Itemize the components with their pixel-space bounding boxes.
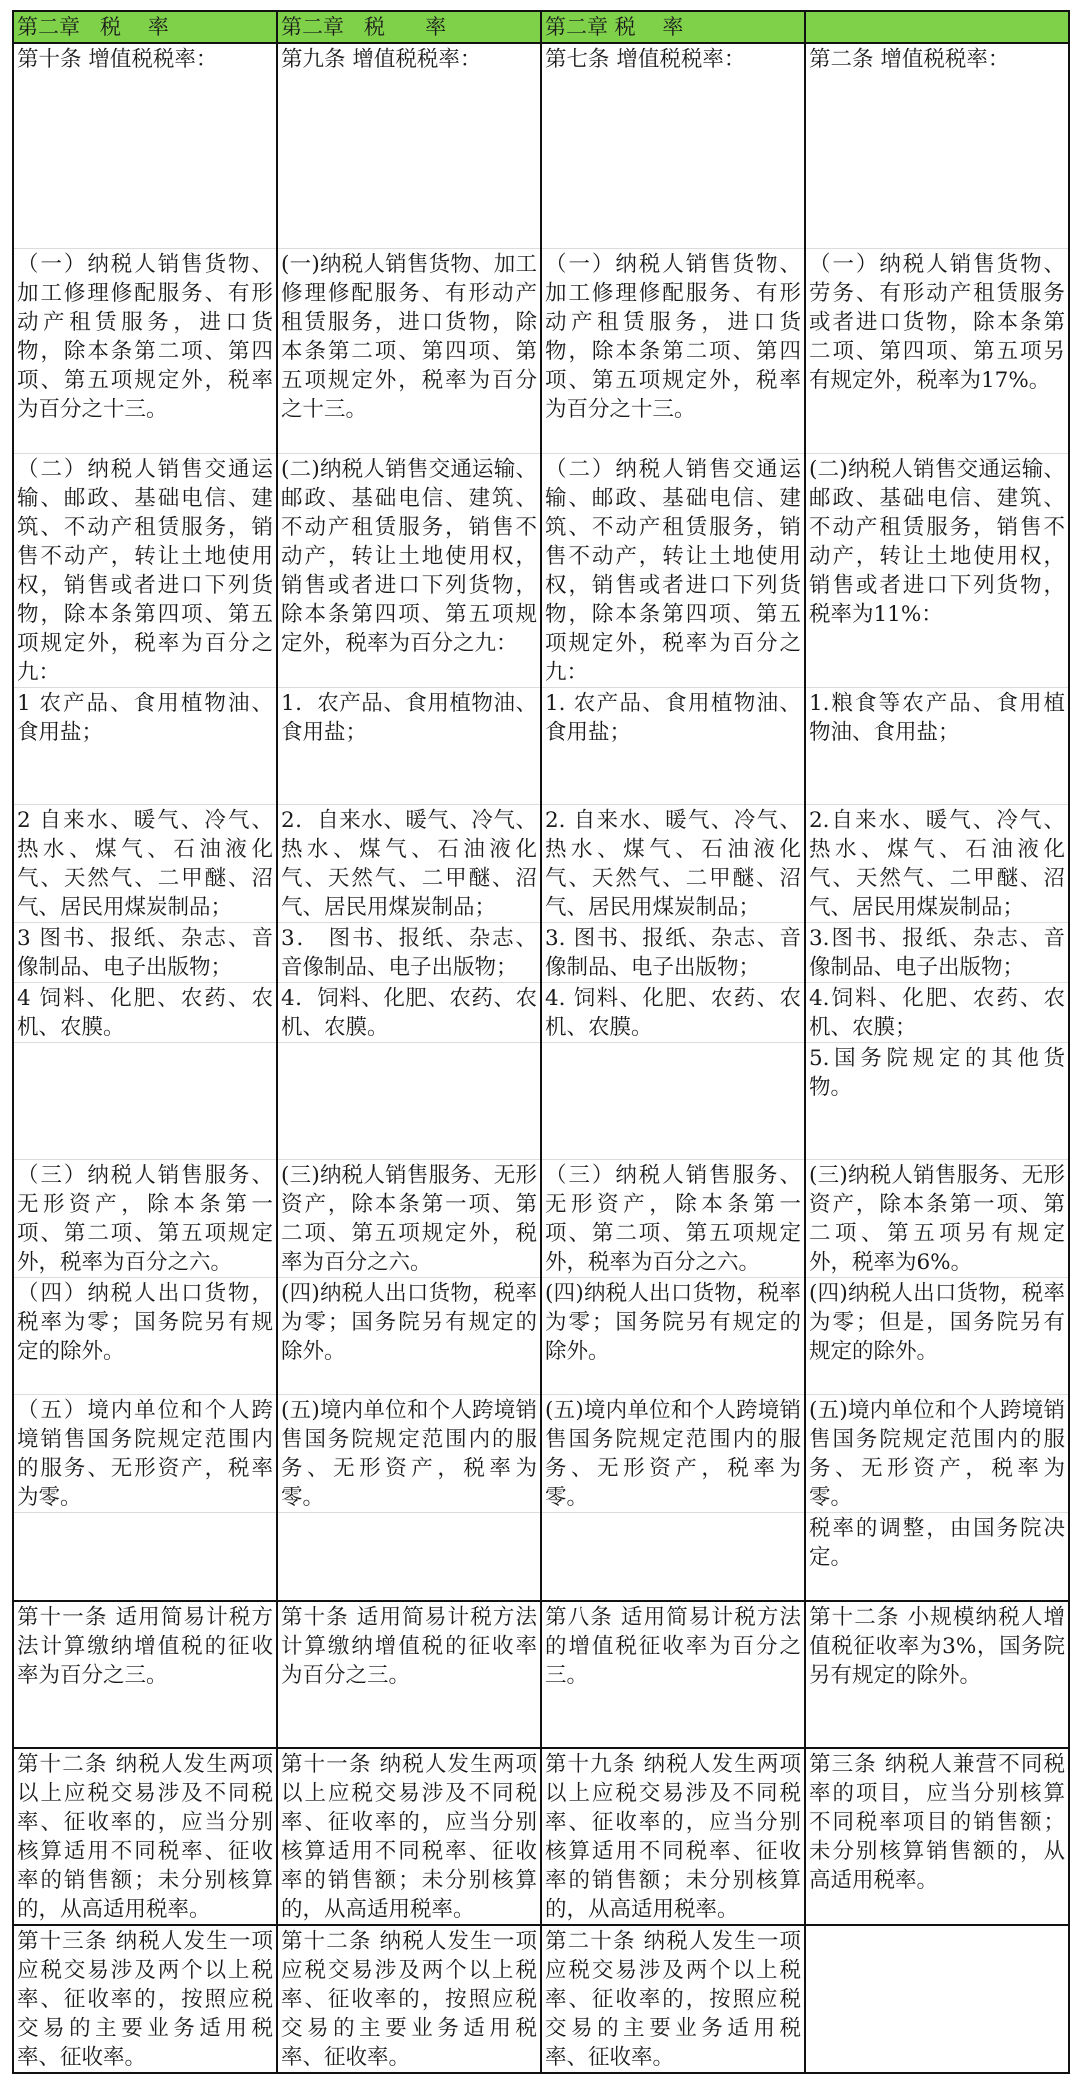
table-row [13, 1925, 1069, 2073]
table-cell: （五）境内单位和个人跨境销售国务院规定范围内的服务、无形资产，税率为零。 [13, 1395, 277, 1513]
table-cell: 3． 图书、报纸、杂志、音像制品、电子出版物； [277, 923, 541, 983]
table-cell: 4 饲料、化肥、农药、农机、农膜。 [13, 983, 277, 1043]
table-cell: (四)纳税人出口货物，税率为零；国务院另有规定的除外。 [541, 1278, 805, 1395]
table-cell [13, 1513, 277, 1602]
table-row [13, 1601, 1069, 1748]
table-cell: 3.图书、报纸、杂志、音像制品、电子出版物； [805, 923, 1069, 983]
comparison-document [12, 10, 1070, 2074]
table-cell: 第七条 增值税税率： [541, 43, 805, 249]
table-row [13, 1748, 1069, 1925]
table-cell: 1. 农产品、食用植物油、食用盐； [541, 688, 805, 805]
table-cell: 第三条 纳税人兼营不同税率的项目，应当分别核算不同税率项目的销售额；未分别核算销售额的，从高适用税率。 [805, 1748, 1069, 1925]
table-cell: 4. 饲料、化肥、农药、农机、农膜。 [541, 983, 805, 1043]
table-cell: 第九条 增值税税率： [277, 43, 541, 249]
table-cell: （一）纳税人销售货物、加工修理修配服务、有形动产租赁服务，进口货物，除本条第二项、第四项、第五项规定外，税率为百分之十三。 [541, 249, 805, 454]
table-cell: (五)境内单位和个人跨境销售国务院规定范围内的服务、无形资产，税率为零。 [805, 1395, 1069, 1513]
table-cell: (五)境内单位和个人跨境销售国务院规定范围内的服务、无形资产，税率为零。 [541, 1395, 805, 1513]
table-cell: 2.自来水、暖气、冷气、热水、煤气、石油液化气、天然气、二甲醚、沼气、居民用煤炭制品； [805, 805, 1069, 923]
table-cell: （四）纳税人出口货物，税率为零；国务院另有规定的除外。 [13, 1278, 277, 1395]
table-cell: (四)纳税人出口货物，税率为零；但是，国务院另有规定的除外。 [805, 1278, 1069, 1395]
column-header: 第二章 税 率 [541, 11, 805, 43]
table-cell: 4．饲料、化肥、农药、农机、农膜。 [277, 983, 541, 1043]
table-cell: 第十条 适用简易计税方法计算缴纳增值税的征收率为百分之三。 [277, 1601, 541, 1748]
vat-rate-comparison-table [12, 10, 1070, 2074]
table-cell [277, 1513, 541, 1602]
table-cell [277, 1043, 541, 1160]
table-cell [13, 1043, 277, 1160]
table-cell: 2 自来水、暖气、冷气、热水、煤气、石油液化气、天然气、二甲醚、沼气、居民用煤炭制品； [13, 805, 277, 923]
table-cell: （一）纳税人销售货物、加工修理修配服务、有形动产租赁服务，进口货物，除本条第二项、第四项、第五项规定外，税率为百分之十三。 [13, 249, 277, 454]
table-cell: (五)境内单位和个人跨境销售国务院规定范围内的服务、无形资产，税率为零。 [277, 1395, 541, 1513]
table-cell: 第十九条 纳税人发生两项以上应税交易涉及不同税率、征收率的，应当分别核算适用不同税率、征收率的销售额；未分别核算的，从高适用税率。 [541, 1748, 805, 1925]
table-cell: 2. 自来水、暖气、冷气、热水、煤气、石油液化气、天然气、二甲醚、沼气、居民用煤炭制品； [541, 805, 805, 923]
table-row [13, 688, 1069, 805]
table-cell: 第十一条 纳税人发生两项以上应税交易涉及不同税率、征收率的，应当分别核算适用不同税率、征收率的销售额；未分别核算的，从高适用税率。 [277, 1748, 541, 1925]
table-row [13, 1395, 1069, 1513]
table-cell: 2．自来水、暖气、冷气、热水、煤气、石油液化气、天然气、二甲醚、沼气、居民用煤炭制品； [277, 805, 541, 923]
table-row [13, 983, 1069, 1043]
header-row [13, 11, 1069, 43]
table-cell: 1．农产品、食用植物油、食用盐； [277, 688, 541, 805]
table-row [13, 1278, 1069, 1395]
table-cell: （一）纳税人销售货物、劳务、有形动产租赁服务或者进口货物，除本条第二项、第四项、第五项另有规定外，税率为17%。 [805, 249, 1069, 454]
table-row [13, 249, 1069, 454]
table-row [13, 923, 1069, 983]
column-header: 第二章 税 率 [277, 11, 541, 43]
table-cell: 税率的调整，由国务院决定。 [805, 1513, 1069, 1602]
table-cell: （二）纳税人销售交通运输、邮政、基础电信、建筑、不动产租赁服务，销售不动产，转让土地使用权，销售或者进口下列货物，除本条第四项、第五项规定外，税率为百分之九： [541, 454, 805, 688]
table-cell: (二)纳税人销售交通运输、邮政、基础电信、建筑、不动产租赁服务，销售不动产，转让土地使用权，销售或者进口下列货物，税率为11%： [805, 454, 1069, 688]
table-cell [541, 1043, 805, 1160]
table-cell: (四)纳税人出口货物，税率为零；国务院另有规定的除外。 [277, 1278, 541, 1395]
table-cell: (三)纳税人销售服务、无形资产，除本条第一项、第二项、第五项另有规定外，税率为6%。 [805, 1160, 1069, 1278]
table-cell: （三）纳税人销售服务、无形资产，除本条第一项、第二项、第五项规定外，税率为百分之六。 [541, 1160, 805, 1278]
table-cell: 1 农产品、食用植物油、食用盐； [13, 688, 277, 805]
table-cell: (一)纳税人销售货物、加工修理修配服务、有形动产租赁服务，进口货物，除本条第二项、第四项、第五项规定外，税率为百分之十三。 [277, 249, 541, 454]
table-cell: 3 图书、报纸、杂志、音像制品、电子出版物； [13, 923, 277, 983]
table-cell: 第十二条 纳税人发生两项以上应税交易涉及不同税率、征收率的，应当分别核算适用不同税率、征收率的销售额；未分别核算的，从高适用税率。 [13, 1748, 277, 1925]
table-cell: 第八条 适用简易计税方法的增值税征收率为百分之三。 [541, 1601, 805, 1748]
table-row [13, 43, 1069, 249]
table-cell: (二)纳税人销售交通运输、邮政、基础电信、建筑、不动产租赁服务，销售不动产，转让土地使用权，销售或者进口下列货物，除本条第四项、第五项规定外，税率为百分之九： [277, 454, 541, 688]
table-cell: 3. 图书、报纸、杂志、音像制品、电子出版物； [541, 923, 805, 983]
table-cell: 第十二条 纳税人发生一项应税交易涉及两个以上税率、征收率的，按照应税交易的主要业务适用税率、征收率。 [277, 1925, 541, 2073]
table-cell: （三）纳税人销售服务、无形资产，除本条第一项、第二项、第五项规定外，税率为百分之六。 [13, 1160, 277, 1278]
table-row [13, 1043, 1069, 1160]
table-cell: 第十三条 纳税人发生一项应税交易涉及两个以上税率、征收率的，按照应税交易的主要业务适用税率、征收率。 [13, 1925, 277, 2073]
table-cell: 第十一条 适用简易计税方法计算缴纳增值税的征收率为百分之三。 [13, 1601, 277, 1748]
table-row [13, 454, 1069, 688]
table-cell: 第二十条 纳税人发生一项应税交易涉及两个以上税率、征收率的，按照应税交易的主要业务适用税率、征收率。 [541, 1925, 805, 2073]
table-cell: （二）纳税人销售交通运输、邮政、基础电信、建筑、不动产租赁服务，销售不动产，转让土地使用权，销售或者进口下列货物，除本条第四项、第五项规定外，税率为百分之九： [13, 454, 277, 688]
table-cell [541, 1513, 805, 1602]
table-cell: 4.饲料、化肥、农药、农机、农膜； [805, 983, 1069, 1043]
column-header: 第二章 税 率 [13, 11, 277, 43]
table-cell [805, 1925, 1069, 2073]
table-cell: 第十二条 小规模纳税人增值税征收率为3%，国务院另有规定的除外。 [805, 1601, 1069, 1748]
table-row [13, 1160, 1069, 1278]
table-cell: 第十条 增值税税率： [13, 43, 277, 249]
table-cell: 第二条 增值税税率： [805, 43, 1069, 249]
table-row [13, 1513, 1069, 1602]
table-cell: 5.国务院规定的其他货物。 [805, 1043, 1069, 1160]
table-row [13, 805, 1069, 923]
table-cell: (三)纳税人销售服务、无形资产，除本条第一项、第二项、第五项规定外，税率为百分之六。 [277, 1160, 541, 1278]
column-header [805, 11, 1069, 43]
table-cell: 1.粮食等农产品、食用植物油、食用盐； [805, 688, 1069, 805]
